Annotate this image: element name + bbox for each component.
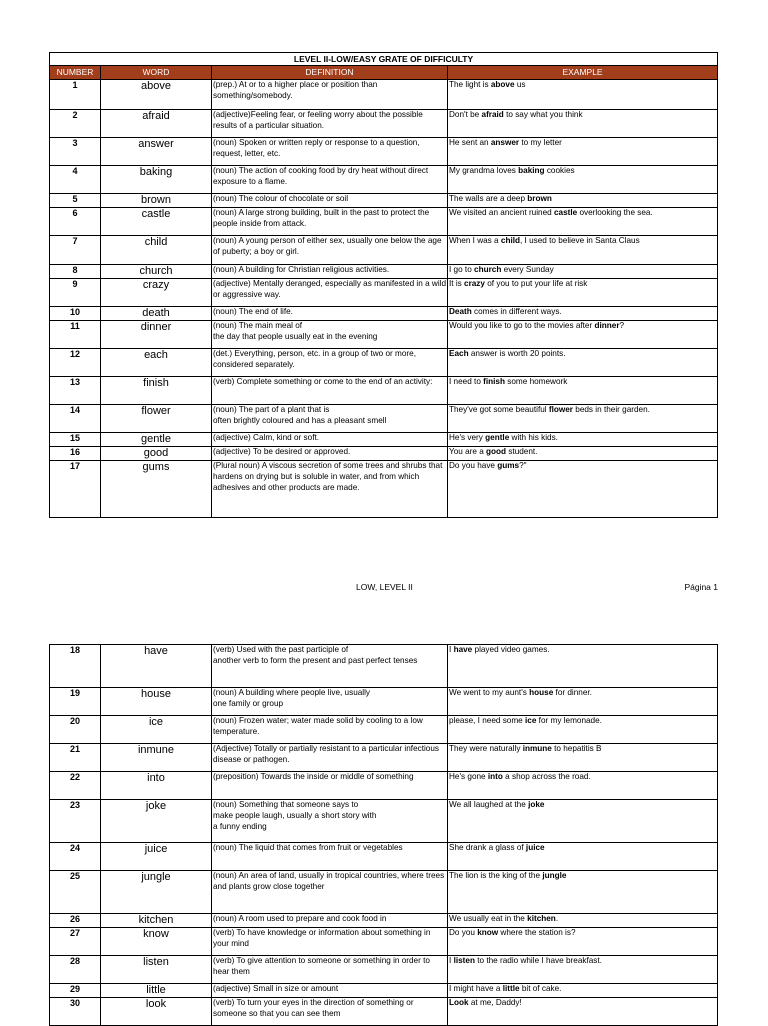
table-row xyxy=(50,914,718,928)
vocabulary-table-page-1 xyxy=(49,52,718,518)
row-word: joke xyxy=(101,800,212,843)
row-number: 12 xyxy=(50,349,101,377)
row-number: 20 xyxy=(50,716,101,744)
example-keyword: child xyxy=(500,236,520,245)
row-number: 27 xyxy=(50,928,101,956)
example-text: cookies xyxy=(544,166,575,175)
row-definition: (preposition) Towards the inside or middle of something xyxy=(212,772,448,800)
row-number: 13 xyxy=(50,377,101,405)
example-keyword: jungle xyxy=(542,871,567,880)
example-keyword: gums xyxy=(497,461,520,470)
table-row xyxy=(50,433,718,447)
example-keyword: have xyxy=(453,645,473,654)
row-word: know xyxy=(101,928,212,956)
row-definition: (verb) Complete something or come to the end of an activity: xyxy=(212,377,448,405)
row-example xyxy=(448,772,718,800)
row-example xyxy=(448,744,718,772)
example-keyword: Death xyxy=(449,307,472,316)
table-row xyxy=(50,265,718,279)
example-keyword: Each xyxy=(449,349,469,358)
table-row xyxy=(50,461,718,518)
example-text: You are a xyxy=(449,447,487,456)
example-text: to my letter xyxy=(519,138,562,147)
example-text: I xyxy=(449,956,454,965)
example-text: I might have a xyxy=(449,984,503,993)
example-keyword: church xyxy=(474,265,502,274)
page-footer-label: LOW, LEVEL II xyxy=(356,582,413,592)
example-keyword: kitchen xyxy=(527,914,556,923)
row-word: listen xyxy=(101,956,212,984)
row-number: 4 xyxy=(50,166,101,194)
example-keyword: above xyxy=(490,80,515,89)
example-keyword: finish xyxy=(483,377,505,386)
example-text: to the radio while I have breakfast. xyxy=(474,956,602,965)
page-number: Página 1 xyxy=(684,582,718,592)
example-keyword: brown xyxy=(527,194,552,203)
example-keyword: crazy xyxy=(464,279,485,288)
example-text: I xyxy=(449,645,454,654)
example-keyword: Look xyxy=(449,998,469,1007)
row-example xyxy=(448,279,718,307)
example-text: beds in their garden. xyxy=(573,405,650,414)
table-row xyxy=(50,716,718,744)
table-body-page-2 xyxy=(50,645,718,1026)
row-definition: (prep.) At or to a higher place or position than something/somebody. xyxy=(212,80,448,110)
row-example xyxy=(448,433,718,447)
row-number: 19 xyxy=(50,688,101,716)
example-text: for my lemonade. xyxy=(536,716,602,725)
row-definition: (noun) The colour of chocolate or soil xyxy=(212,194,448,208)
example-text: for dinner. xyxy=(553,688,592,697)
example-text: Would you like to go to the movies after xyxy=(449,321,595,330)
row-definition: (Plural noun) A viscous secretion of some trees and shrubs that hardens on drying but is soluble in water, and from which adhesives and other products are made. xyxy=(212,461,448,518)
example-text: every Sunday xyxy=(501,265,554,274)
example-text: to hepatitis B xyxy=(551,744,602,753)
row-example xyxy=(448,194,718,208)
row-word: flower xyxy=(101,405,212,433)
table-row xyxy=(50,110,718,138)
table-row xyxy=(50,194,718,208)
example-text: He sent an xyxy=(449,138,491,147)
example-keyword: dinner xyxy=(594,321,620,330)
row-number: 30 xyxy=(50,998,101,1026)
row-example xyxy=(448,914,718,928)
row-number: 24 xyxy=(50,843,101,871)
row-definition: (adjective) Calm, kind or soft. xyxy=(212,433,448,447)
table-row xyxy=(50,928,718,956)
row-word: little xyxy=(101,984,212,998)
example-text: Don't be xyxy=(449,110,482,119)
example-text: The walls are a deep xyxy=(449,194,528,203)
row-example xyxy=(448,110,718,138)
example-text: with his kids. xyxy=(509,433,558,442)
row-number: 21 xyxy=(50,744,101,772)
row-example xyxy=(448,716,718,744)
table-row xyxy=(50,80,718,110)
row-example xyxy=(448,208,718,236)
example-text: ? xyxy=(619,321,625,330)
row-example xyxy=(448,138,718,166)
row-word: good xyxy=(101,447,212,461)
example-text: played video games. xyxy=(472,645,550,654)
row-number: 8 xyxy=(50,265,101,279)
row-word: child xyxy=(101,236,212,265)
table-row xyxy=(50,138,718,166)
table-title-row xyxy=(50,53,718,66)
row-definition: (verb) To give attention to someone or something in order to hear them xyxy=(212,956,448,984)
row-example xyxy=(448,349,718,377)
row-number: 15 xyxy=(50,433,101,447)
example-text: some homework xyxy=(505,377,568,386)
header-example: EXAMPLE xyxy=(448,66,718,80)
row-number: 9 xyxy=(50,279,101,307)
column-header-row xyxy=(50,66,718,80)
table-row xyxy=(50,447,718,461)
example-text: We went to my aunt's xyxy=(449,688,530,697)
row-definition: (noun) The action of cooking food by dry heat without direct exposure to a flame. xyxy=(212,166,448,194)
row-definition: (verb) To have knowledge or information about something in your mind xyxy=(212,928,448,956)
example-keyword: answer xyxy=(490,138,520,147)
row-definition: (noun) Frozen water; water made solid by cooling to a low temperature. xyxy=(212,716,448,744)
row-example xyxy=(448,984,718,998)
row-definition: (noun) The main meal of the day that people usually eat in the evening xyxy=(212,321,448,349)
row-definition: (noun) The part of a plant that is often brightly coloured and has a pleasant smell xyxy=(212,405,448,433)
row-definition: (adjective) Small in size or amount xyxy=(212,984,448,998)
example-text: , I used to believe in Santa Claus xyxy=(520,236,640,245)
row-number: 26 xyxy=(50,914,101,928)
row-word: inmune xyxy=(101,744,212,772)
row-example xyxy=(448,307,718,321)
example-text: She drank a glass of xyxy=(449,843,526,852)
row-example xyxy=(448,871,718,914)
example-text: They were naturally xyxy=(449,744,523,753)
row-example xyxy=(448,80,718,110)
row-word: crazy xyxy=(101,279,212,307)
vocabulary-table-page-2 xyxy=(49,644,718,1026)
row-example xyxy=(448,928,718,956)
example-text: The light is xyxy=(449,80,491,89)
example-text: Do you have xyxy=(449,461,498,470)
row-number: 11 xyxy=(50,321,101,349)
example-keyword: inmune xyxy=(522,744,552,753)
row-word: afraid xyxy=(101,110,212,138)
table-row xyxy=(50,208,718,236)
example-keyword: gentle xyxy=(485,433,510,442)
example-text: He's very xyxy=(449,433,486,442)
header-number: NUMBER xyxy=(50,66,101,80)
example-text: We usually eat in the xyxy=(449,914,528,923)
row-definition: (noun) Spoken or written reply or response to a question, request, letter, etc. xyxy=(212,138,448,166)
row-example xyxy=(448,688,718,716)
example-text: I go to xyxy=(449,265,475,274)
row-word: kitchen xyxy=(101,914,212,928)
row-example xyxy=(448,265,718,279)
table-row xyxy=(50,236,718,265)
header-definition: DEFINITION xyxy=(212,66,448,80)
example-keyword: into xyxy=(487,772,503,781)
example-keyword: castle xyxy=(553,208,578,217)
row-word: finish xyxy=(101,377,212,405)
row-definition: (noun) The end of life. xyxy=(212,307,448,321)
header-word: WORD xyxy=(101,66,212,80)
example-text: It is xyxy=(449,279,465,288)
example-keyword: baking xyxy=(518,166,545,175)
table-row xyxy=(50,166,718,194)
row-word: baking xyxy=(101,166,212,194)
example-keyword: joke xyxy=(528,800,545,809)
example-text: ?" xyxy=(519,461,527,470)
row-number: 2 xyxy=(50,110,101,138)
example-text: They've got some beautiful xyxy=(449,405,549,414)
example-text: student. xyxy=(506,447,538,456)
row-word: answer xyxy=(101,138,212,166)
example-text: My grandma loves xyxy=(449,166,519,175)
table-row xyxy=(50,843,718,871)
row-word: each xyxy=(101,349,212,377)
example-text: where the station is? xyxy=(498,928,576,937)
example-keyword: afraid xyxy=(481,110,504,119)
row-word: into xyxy=(101,772,212,800)
row-word: jungle xyxy=(101,871,212,914)
table-row xyxy=(50,307,718,321)
row-number: 14 xyxy=(50,405,101,433)
row-number: 16 xyxy=(50,447,101,461)
table-row xyxy=(50,688,718,716)
row-number: 7 xyxy=(50,236,101,265)
example-keyword: flower xyxy=(548,405,573,414)
example-text: answer is worth 20 points. xyxy=(468,349,566,358)
example-text: When I was a xyxy=(449,236,501,245)
row-example xyxy=(448,405,718,433)
row-word: gums xyxy=(101,461,212,518)
row-example xyxy=(448,321,718,349)
example-text: . xyxy=(555,914,559,923)
row-example xyxy=(448,843,718,871)
example-text: to say what you think xyxy=(503,110,583,119)
row-definition: (det.) Everything, person, etc. in a group of two or more, considered separately. xyxy=(212,349,448,377)
row-example xyxy=(448,800,718,843)
row-definition: (adjective) Mentally deranged, especially as manifested in a wild or aggressive way. xyxy=(212,279,448,307)
table-title: LEVEL II-LOW/EASY GRATE OF DIFFICULTY xyxy=(50,53,718,66)
row-definition: (Adjective) Totally or partially resistant to a particular infectious disease or pathogen. xyxy=(212,744,448,772)
row-definition: (adjective) To be desired or approved. xyxy=(212,447,448,461)
row-example xyxy=(448,998,718,1026)
example-keyword: ice xyxy=(525,716,537,725)
table-row xyxy=(50,405,718,433)
table-row xyxy=(50,349,718,377)
example-keyword: listen xyxy=(453,956,475,965)
row-word: ice xyxy=(101,716,212,744)
row-number: 29 xyxy=(50,984,101,998)
row-definition: (verb) Used with the past participle of another verb to form the present and past perfect tenses xyxy=(212,645,448,688)
table-row xyxy=(50,956,718,984)
table-row xyxy=(50,800,718,843)
table-row xyxy=(50,645,718,688)
row-definition: (noun) Something that someone says to make people laugh, usually a short story with a funny ending xyxy=(212,800,448,843)
example-text: bit of cake. xyxy=(519,984,562,993)
example-text: We visited an ancient ruined xyxy=(449,208,554,217)
row-word: death xyxy=(101,307,212,321)
row-number: 10 xyxy=(50,307,101,321)
table-row xyxy=(50,998,718,1026)
row-number: 18 xyxy=(50,645,101,688)
table-row xyxy=(50,871,718,914)
table-body-page-1 xyxy=(50,80,718,518)
example-text: I need to xyxy=(449,377,484,386)
example-text: us xyxy=(514,80,526,89)
example-keyword: house xyxy=(529,688,554,697)
row-word: brown xyxy=(101,194,212,208)
table-row xyxy=(50,772,718,800)
row-word: above xyxy=(101,80,212,110)
example-keyword: juice xyxy=(525,843,545,852)
example-text: He's gone xyxy=(449,772,488,781)
row-number: 6 xyxy=(50,208,101,236)
example-keyword: know xyxy=(477,928,499,937)
example-text: a shop across the road. xyxy=(502,772,591,781)
example-text: overlooking the sea. xyxy=(577,208,653,217)
row-definition: (noun) An area of land, usually in tropical countries, where trees and plants grow close together xyxy=(212,871,448,914)
row-example xyxy=(448,645,718,688)
row-word: gentle xyxy=(101,433,212,447)
row-example xyxy=(448,377,718,405)
example-text: please, I need some xyxy=(449,716,526,725)
row-number: 25 xyxy=(50,871,101,914)
row-number: 17 xyxy=(50,461,101,518)
row-definition: (noun) A large strong building, built in the past to protect the people inside from attack. xyxy=(212,208,448,236)
row-number: 22 xyxy=(50,772,101,800)
row-number: 3 xyxy=(50,138,101,166)
row-word: dinner xyxy=(101,321,212,349)
table-row xyxy=(50,321,718,349)
row-example xyxy=(448,461,718,518)
row-example xyxy=(448,447,718,461)
row-word: look xyxy=(101,998,212,1026)
example-text: Do you xyxy=(449,928,478,937)
table-row xyxy=(50,744,718,772)
row-example xyxy=(448,166,718,194)
example-keyword: little xyxy=(502,984,520,993)
row-definition: (noun) The liquid that comes from fruit or vegetables xyxy=(212,843,448,871)
table-row xyxy=(50,377,718,405)
example-text: The lion is the king of the xyxy=(449,871,543,880)
table-row xyxy=(50,984,718,998)
row-definition: (adjective)Feeling fear, or feeling worry about the possible results of a particular situation. xyxy=(212,110,448,138)
row-word: house xyxy=(101,688,212,716)
example-text: comes in different ways. xyxy=(471,307,562,316)
row-number: 28 xyxy=(50,956,101,984)
row-number: 5 xyxy=(50,194,101,208)
row-definition: (verb) To turn your eyes in the direction of something or someone so that you can see them xyxy=(212,998,448,1026)
example-text: of you to put your life at risk xyxy=(484,279,588,288)
row-example xyxy=(448,236,718,265)
row-definition: (noun) A room used to prepare and cook food in xyxy=(212,914,448,928)
row-word: juice xyxy=(101,843,212,871)
row-number: 23 xyxy=(50,800,101,843)
row-word: have xyxy=(101,645,212,688)
example-keyword: good xyxy=(486,447,507,456)
row-number: 1 xyxy=(50,80,101,110)
row-definition: (noun) A building for Christian religious activities. xyxy=(212,265,448,279)
row-word: church xyxy=(101,265,212,279)
row-word: castle xyxy=(101,208,212,236)
row-example xyxy=(448,956,718,984)
row-definition: (noun) A building where people live, usually one family or group xyxy=(212,688,448,716)
example-text: at me, Daddy! xyxy=(468,998,522,1007)
row-definition: (noun) A young person of either sex, usually one below the age of puberty; a boy or girl. xyxy=(212,236,448,265)
example-text: We all laughed at the xyxy=(449,800,529,809)
table-row xyxy=(50,279,718,307)
